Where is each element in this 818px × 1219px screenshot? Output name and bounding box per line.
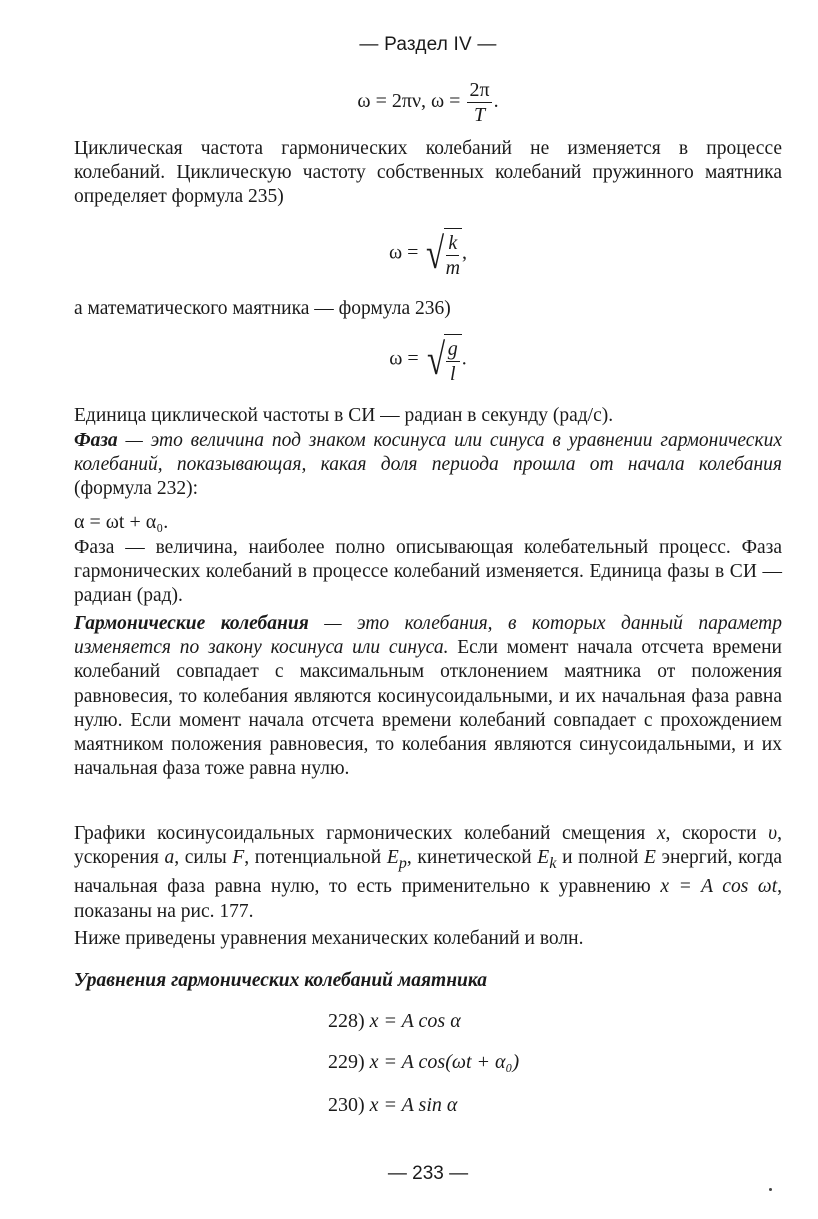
section-title: Уравнения гармонических колебаний маятника xyxy=(74,970,488,991)
paragraph-graphs: Графики косинусоидальных гармонических колебаний смещения x, скорости υ, ускорения a, силы F, потенциальной $E_p$, кинетической $E_k$ и полной E энергий, когда начальная фаза равна нулю, то есть применительно к уравнению x = A cos ωt, показаны на рис. 177. xyxy=(74,823,783,922)
scan-speck xyxy=(769,1188,772,1191)
paragraph-harmonic-definition: Гармонические колебания — это колебания, в которых данный параметр изменяется по закону косинуса или синуса. Если момент начала отсчета времени колебаний совпадает с максимальным отклонением маятника от положения равновесия, то колебания являются косинусоидальными, и их начальная фаза равна нулю. Если момент начала отсчета времени колебаний совпадает с прохождением маятником положения равновесия, то колебания являются синусоидальными, и их начальная фаза тоже равна нулю. xyxy=(74,613,782,780)
equation-228: 228) x = A cos α xyxy=(328,1010,461,1032)
paragraph-phase-description: Фаза — величина, наиболее полно описывающая колебательный процесс. Фаза гармонических колебаний в процессе колебаний изменяется. Единица фазы в СИ — радиан (рад). xyxy=(74,537,782,607)
equation-math-pendulum: ω = √ $\frac{g}{l}$ . xyxy=(389,335,467,385)
equation-phase: α = ωt + α₀. xyxy=(74,511,169,533)
paragraph-phase-definition: Фаза — это величина под знаком косинуса или синуса в уравнении гармонических колебаний, показывающая, какая доля периода прошла от начала колебания (формула 232): xyxy=(74,430,782,500)
paragraph-cyclic-frequency: Циклическая частота гармонических колебаний не изменяется в процессе колебаний. Циклическую частоту собственных колебаний пружинного маятника определяет формула 235) xyxy=(74,138,782,208)
equation-spring-pendulum: ω = √ $\frac{k}{m}$ , xyxy=(388,229,468,279)
equation-omega-period: ω = 2πν, ω = $\frac{2\pi}{T}$ . xyxy=(357,79,499,126)
book-page xyxy=(74,0,782,1219)
paragraph-units: Единица циклической частоты в СИ — радиан в секунду (рад/с). xyxy=(74,405,614,426)
equation-229: 229) x = A cos(ωt + α₀) xyxy=(328,1051,520,1073)
sqrt-sign: √ $\frac{k}{m}$ xyxy=(426,229,461,279)
paragraph-math-pendulum: а математического маятника — формула 236) xyxy=(74,298,451,319)
paragraph-equations-intro: Ниже приведены уравнения механических колебаний и волн. xyxy=(74,928,584,949)
equation-230: 230) x = A sin α xyxy=(328,1094,458,1116)
sqrt-sign: √ $\frac{g}{l}$ xyxy=(424,334,462,386)
page-number: — 233 — xyxy=(387,1163,469,1184)
section-header: — Раздел IV — xyxy=(359,34,497,55)
